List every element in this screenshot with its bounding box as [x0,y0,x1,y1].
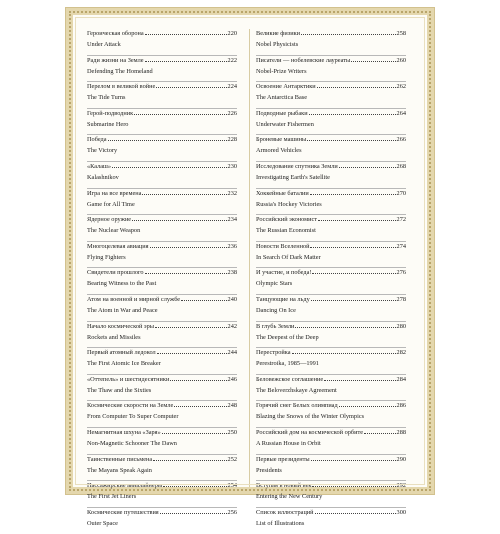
toc-title-english: Kalashnikov [87,173,119,181]
toc-entry[interactable] [87,428,237,455]
toc-title-russian: Космические путешествия [87,508,159,516]
toc-entry-russian-line [256,269,406,277]
toc-page-number: 278 [396,295,406,303]
toc-title-russian: Немагнитная шхуна «Заря» [87,428,161,436]
toc-title-english: The First Atomic Ice Breaker [87,360,161,368]
toc-entry-russian-line [87,216,237,224]
toc-page-number: 244 [227,349,237,357]
toc-entry-russian-line [87,30,237,38]
toc-title-english: Entering the New Century [256,493,323,501]
toc-page-number: 266 [396,136,406,144]
toc-entry[interactable] [256,428,406,455]
toc-page-number: 228 [227,136,237,144]
toc-entry-russian-line [87,402,237,410]
dot-leader [317,86,396,88]
toc-entry[interactable] [256,295,406,322]
toc-title-russian: Многоцелевая авиация [87,242,149,250]
toc-title-russian: Перестройка [256,349,291,357]
toc-title-english: The Mayans Speak Again [87,466,152,474]
toc-title-english: Bearing Witness to the Past [87,280,157,288]
dot-leader [134,113,226,115]
toc-title-russian: Подводные рыбаки [256,109,308,117]
toc-entry[interactable] [87,375,237,402]
toc-entry[interactable] [256,375,406,402]
toc-page-number: 252 [227,455,237,463]
toc-title-russian: «Оттепель» и шестидесятники [87,375,170,383]
toc-entry-russian-line [87,323,237,331]
toc-page-number: 246 [227,375,237,383]
toc-entry-russian-line [256,83,406,91]
toc-title-english: The Antarctica Base [256,94,308,102]
toc-title-russian: Начало космической эры [87,322,154,330]
toc-entry-russian-line [256,482,406,490]
toc-title-russian: Танцующие на льду [256,295,310,303]
toc-entry[interactable] [87,295,237,322]
toc-page-number: 270 [396,189,406,197]
toc-title-russian: Игра на все времена [87,189,142,197]
toc-entry[interactable] [256,322,406,349]
dot-leader [311,299,396,301]
toc-entry-russian-line [256,57,406,65]
toc-page-number: 248 [227,402,237,410]
toc-entry-russian-line [87,349,237,357]
toc-title-english: Outer Space [87,519,118,527]
toc-entry-russian-line [256,110,406,118]
toc-title-russian: Пассажирские авиалайнеры [87,482,163,490]
dot-leader [150,246,227,248]
toc-page-number: 282 [396,349,406,357]
toc-title-russian: Героическая оборона [87,30,144,37]
toc-entry-russian-line [256,323,406,331]
toc-title-english: Non-Magnetic Schooner The Dawn [87,439,177,447]
toc-title-english: Perestroika, 1985—1991 [256,360,319,368]
toc-page-number: 230 [227,162,237,170]
dot-leader [310,246,395,248]
toc-title-russian: Первый атомный ледокол [87,349,156,357]
toc-title-russian: Таинственные письмена [87,455,153,463]
toc-page-number: 264 [396,109,406,117]
toc-entry-russian-line [256,243,406,251]
toc-entry[interactable] [87,242,237,269]
toc-title-english: Under Attack [87,41,121,48]
toc-page-number: 234 [227,216,237,224]
dot-leader [112,166,226,168]
dot-leader [181,299,226,301]
toc-page-number: 240 [227,295,237,303]
toc-title-english: Submarine Hero [87,120,129,128]
dot-leader [157,352,227,354]
toc-entry[interactable] [87,508,237,534]
dot-leader [145,60,227,62]
dot-leader [292,352,396,354]
toc-page-number: 290 [396,455,406,463]
toc-entry[interactable] [87,56,237,83]
toc-entry-russian-line [256,376,406,384]
dot-leader [163,485,226,487]
toc-title-russian: И участие, и победа! [256,269,312,277]
toc-page-number: 236 [227,242,237,250]
toc-entry-russian-line [256,163,406,171]
toc-entry[interactable] [256,109,406,136]
toc-entry-russian-line [87,482,237,490]
dot-leader [142,193,226,195]
dot-leader [155,326,227,328]
toc-page-number: 258 [396,30,406,37]
toc-page-number: 262 [396,83,406,91]
toc-entry-russian-line [256,296,406,304]
toc-title-russian: Ради жизни на Земле [87,56,144,64]
toc-entry[interactable] [87,348,237,375]
dot-leader [310,193,396,195]
dot-leader [324,379,395,381]
toc-title-russian: Горячий снег Белых олимпиад [256,402,338,410]
dot-leader [364,432,396,434]
toc-page-number: 288 [396,428,406,436]
toc-entry[interactable] [256,455,406,482]
toc-title-english: The Tide Turns [87,94,126,102]
toc-entry[interactable] [87,135,237,162]
toc-page-number: 238 [227,269,237,277]
toc-entry[interactable] [87,189,237,216]
toc-page-number: 226 [227,109,237,117]
toc-title-english: A Russian House in Orbit [256,439,321,447]
toc-page-number: 256 [227,508,237,516]
toc-page-number: 268 [396,162,406,170]
dot-leader [132,219,226,221]
toc-page-number: 272 [396,216,406,224]
toc-page-number: 276 [396,269,406,277]
toc-title-russian: Перелом в великой войне [87,83,156,91]
toc-entry[interactable] [256,189,406,216]
toc-entry[interactable] [87,481,237,508]
toc-entry-russian-line [87,509,237,517]
toc-entry-russian-line [256,429,406,437]
toc-title-russian: Российский экономист [256,216,318,224]
toc-title-english: The Russian Economist [256,227,316,235]
toc-entry[interactable] [256,401,406,428]
toc-entry[interactable] [87,215,237,242]
toc-title-russian: Великие физики [256,30,301,37]
toc-title-russian: В глубь Земли [256,322,295,330]
toc-entry[interactable] [87,455,237,482]
toc-page-number: 286 [396,402,406,410]
toc-title-english: The First Jet Liners [87,493,137,501]
toc-entry[interactable] [256,242,406,269]
toc-title-english: Game for All Time [87,200,135,208]
toc-entry[interactable] [256,508,406,534]
toc-title-english: From Computer To Super Computer [87,413,179,421]
toc-title-english: The Deepest of the Deep [256,333,319,341]
dot-leader [318,219,396,221]
toc-entry-russian-line [256,402,406,410]
dot-leader [145,272,227,274]
toc-title-english: Blazing the Snows of the Winter Olympics [256,413,365,421]
toc-title-english: The Atom in War and Peace [87,306,158,314]
toc-entry[interactable] [87,82,237,109]
toc-entry[interactable] [256,348,406,375]
toc-title-english: Nobel-Prize Writers [256,67,307,75]
toc-page-number: 284 [396,375,406,383]
toc-title-russian: Первые президенты [256,455,310,463]
toc-title-english: The Victory [87,147,118,155]
toc-page-number: 242 [227,322,237,330]
toc-title-english: Investigating Earth's Satellite [256,173,330,181]
toc-entry[interactable] [256,82,406,109]
toc-entry[interactable] [256,162,406,189]
toc-title-russian: Ядерное оружие [87,216,132,224]
toc-title-english: Rockets and Missiles [87,333,141,341]
toc-entry-russian-line [87,83,237,91]
toc-title-english: The Beloverzhskaye Agreement [256,386,337,394]
toc-page-number: 250 [227,428,237,436]
toc-page-number: 300 [396,508,406,516]
toc-entry[interactable] [87,162,237,189]
toc-entry-russian-line [87,110,237,118]
toc-entry-russian-line [256,509,406,517]
toc-entry-russian-line [87,376,237,384]
ornamental-frame [66,8,434,527]
toc-title-english: Flying Fighters [87,253,126,261]
toc-entry[interactable] [256,481,406,508]
toc-page-number: 222 [227,56,237,64]
toc-entry-russian-line [256,456,406,464]
toc-title-english: Presidents [256,466,282,474]
toc-title-english: Nobel Physicists [256,41,299,48]
dot-leader [311,459,396,461]
toc-title-russian: Писатели — нобелевские лауреаты [256,56,351,64]
toc-entry-russian-line [87,456,237,464]
toc-title-english: Defending The Homeland [87,67,153,75]
toc-title-russian: Беловежское соглашение [256,375,324,383]
toc-title-english: Underwater Fishermen [256,120,314,128]
toc-entry[interactable] [87,109,237,136]
toc-entry-russian-line [256,30,406,38]
toc-entry-russian-line [256,349,406,357]
toc-entry[interactable] [87,268,237,295]
toc-entry-russian-line [87,269,237,277]
toc-title-english: Armored Vehicles [256,147,302,155]
toc-page-number: 260 [396,56,406,64]
dot-leader [108,139,227,141]
toc-title-russian: Хоккейные баталии [256,189,309,197]
toc-title-russian: Вступая в новый век [256,482,312,490]
toc-column-right [256,29,406,534]
toc-entry[interactable] [256,268,406,295]
toc-page-number: 232 [227,189,237,197]
dot-leader [156,86,226,88]
toc-title-russian: «Калаш» [87,162,112,170]
toc-entry-russian-line [87,136,237,144]
toc-entry-russian-line [87,243,237,251]
dot-leader [301,33,396,35]
toc-entry-russian-line [87,163,237,171]
dot-leader [315,512,396,514]
dot-leader [351,60,395,62]
dot-leader [309,113,396,115]
toc-entry-russian-line [87,296,237,304]
dot-leader [162,432,227,434]
toc-page-number: 224 [227,83,237,91]
toc-title-russian: Броневые машины [256,136,307,144]
dot-leader [307,139,395,141]
toc-title-russian: Победа [87,136,107,144]
toc-entry[interactable] [256,135,406,162]
dot-leader [339,405,396,407]
toc-title-english: The Nuclear Weapon [87,227,141,235]
toc-entry-russian-line [256,190,406,198]
toc-title-russian: Космические скорости на Земле [87,402,174,410]
toc-entry[interactable] [256,56,406,83]
toc-title-russian: Атом на военной и мирной службе [87,295,181,303]
toc-title-russian: Герой-подводник [87,109,134,117]
dot-leader [174,405,226,407]
toc-page-number: 254 [227,482,237,490]
dot-leader [145,33,227,35]
dot-leader [160,512,227,514]
toc-title-russian: Новости Вселенной [256,242,310,250]
dot-leader [153,459,226,461]
toc-title-russian: Российский дом на космической орбите [256,428,364,436]
toc-title-russian: Свидетели прошлого [87,269,144,277]
dot-leader [339,166,396,168]
toc-title-english: Russia's Hockey Victories [256,200,322,208]
dot-leader [312,272,395,274]
toc-title-english: The Thaw and the Sixties [87,386,152,394]
toc-title-russian: Исследование спутника Земли [256,162,338,170]
toc-title-russian: Список иллюстраций [256,508,314,516]
dot-leader [312,485,395,487]
toc-column-left [87,29,237,534]
toc-title-english: Dancing On Ice [256,306,296,314]
toc-page-number: 280 [396,322,406,330]
toc-page-number: 220 [227,30,237,37]
dot-leader [170,379,226,381]
toc-entry-russian-line [87,190,237,198]
toc-entry[interactable] [256,29,406,56]
toc-entry[interactable] [256,215,406,242]
toc-entry-russian-line [256,136,406,144]
toc-title-russian: Освоение Антарктики [256,83,316,91]
toc-page-number: 274 [396,242,406,250]
toc-title-english: In Search Of Dark Matter [256,253,321,261]
toc-title-english: Olympic Stars [256,280,293,288]
toc-page-number: 292 [396,482,406,490]
toc-title-english: List of Illustrations [256,519,305,527]
toc-entry[interactable] [87,29,237,56]
column-divider [249,29,250,487]
toc-entry-russian-line [87,429,237,437]
toc-entry[interactable] [87,322,237,349]
toc-entry-russian-line [256,216,406,224]
toc-entry[interactable] [87,401,237,428]
dot-leader [295,326,395,328]
toc-entry-russian-line [87,57,237,65]
